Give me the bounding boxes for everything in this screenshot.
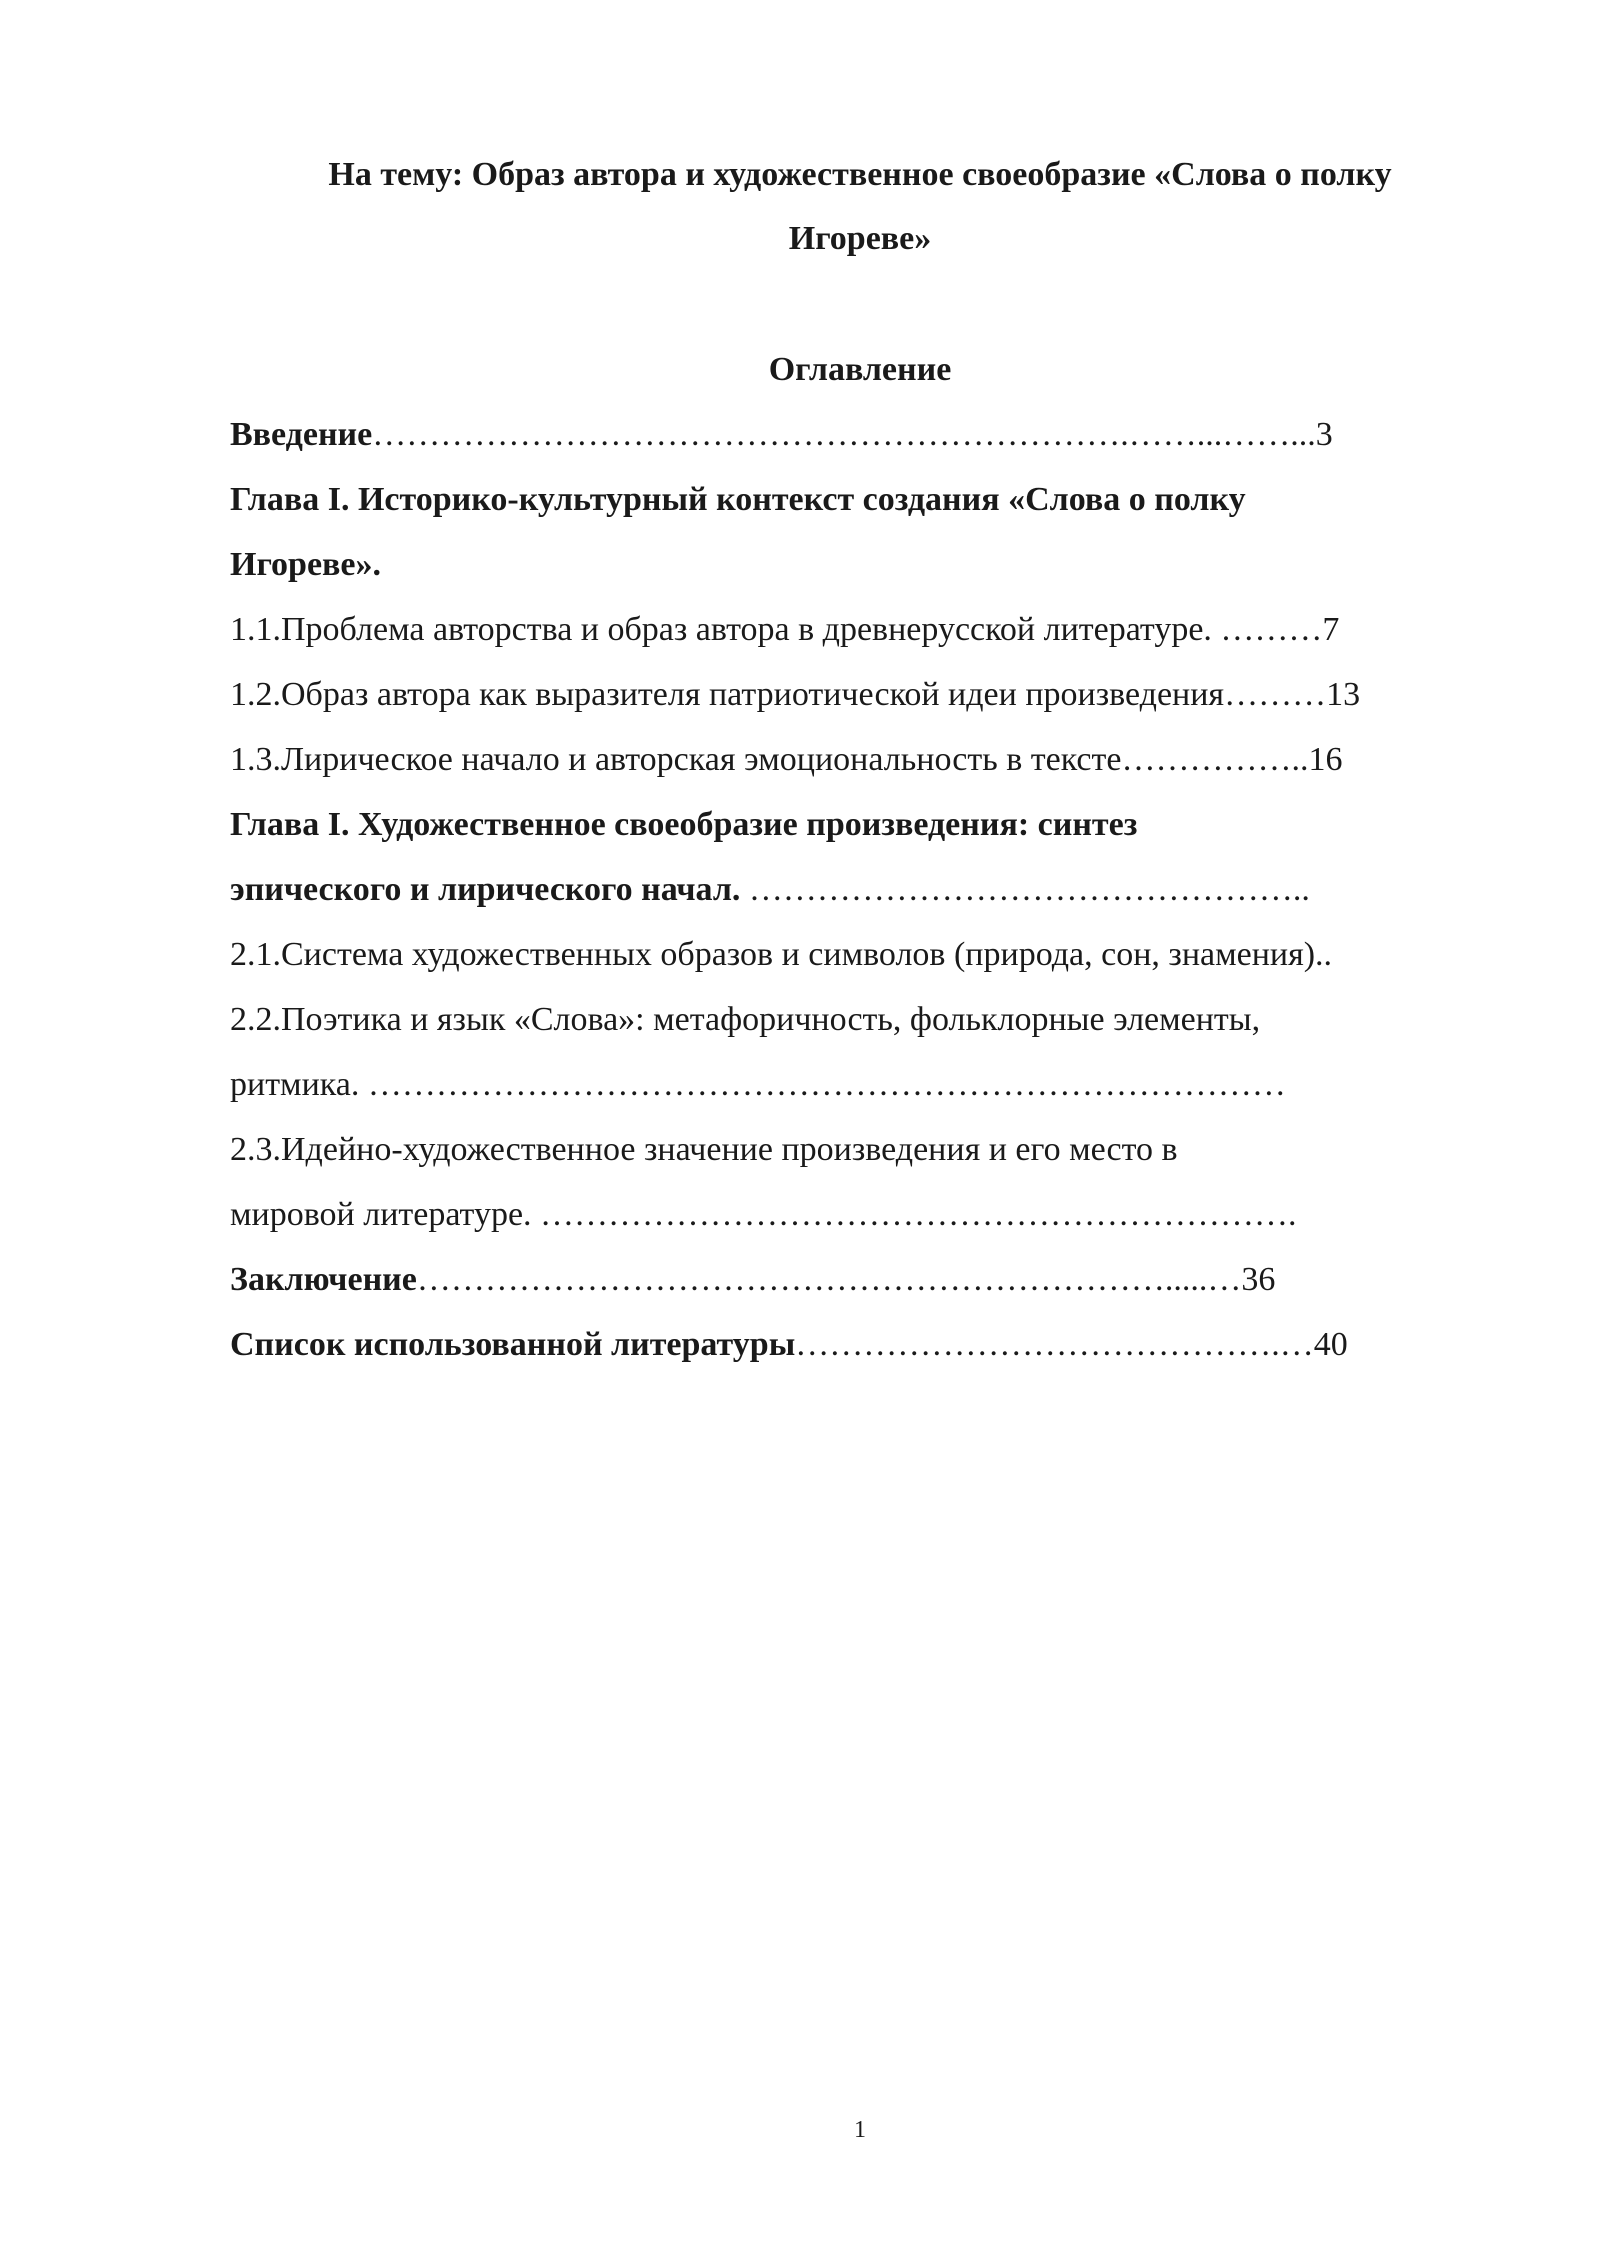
toc-entry-references (230, 1328, 1348, 1362)
toc-entry-title: Заключение (230, 1261, 417, 1298)
toc-chapter-title: Глава I. Историко-культурный контекст создания «Слова о полку (230, 481, 1246, 518)
toc-entry-2-2-line-2: ритмика. ……………………………………………………………………… (230, 1066, 1286, 1103)
toc-chapter-title: Глава I. Художественное своеобразие произведения: синтез (230, 806, 1138, 843)
toc-chapter-1-line-2 (230, 548, 381, 582)
toc-entry-1-1: 1.1.Проблема авторства и образ автора в древнерусской литературе. ………7 (230, 611, 1340, 648)
toc-entry-leader: ………………………………………………………….....…36 (416, 1261, 1276, 1298)
toc-entry-2-3-line-1: 2.3.Идейно-художественное значение произведения и его место в (230, 1131, 1178, 1168)
toc-entry-introduction (230, 418, 1333, 452)
toc-entry-title: Введение (230, 416, 373, 453)
toc-entry-title: Список использованной литературы (230, 1326, 796, 1363)
toc-entry-leader: ………………………………………….. (740, 871, 1310, 908)
toc-chapter-title: Игореве». (230, 546, 381, 583)
toc-entry-1-2: 1.2.Образ автора как выразителя патриотической идеи произведения………13 (230, 676, 1361, 713)
toc-chapter-1-line-1 (230, 483, 1246, 517)
toc-chapter-2-line-2 (230, 873, 1310, 907)
page-number: 1 (854, 2117, 866, 2143)
toc-chapter-2-line-1 (230, 808, 1137, 842)
toc-entry-2-1: 2.1.Система художественных образов и символов (природа, сон, знамения).. (230, 936, 1333, 973)
toc-entry-2-3-line-2: мировой литературе. …………………………………………………………. (230, 1196, 1297, 1233)
toc-entry-conclusion (230, 1263, 1275, 1297)
document-title-line-1: На тему: Образ автора и художественное своеобразие «Слова о полку (328, 156, 1392, 193)
document-title-line-2: Игореве» (788, 220, 932, 257)
toc-chapter-title: эпического и лирического начал. (230, 871, 741, 908)
toc-entry-leader: …………………………………….…40 (795, 1326, 1348, 1363)
toc-entry-leader: ………………………………………………………….……...……...3 (372, 416, 1333, 453)
toc-heading: Оглавление (768, 351, 952, 388)
toc-entry-1-3: 1.3.Лирическое начало и авторская эмоциональность в тексте……………..16 (230, 741, 1343, 778)
toc-entry-2-2-line-1: 2.2.Поэтика и язык «Слова»: метафоричность, фольклорные элементы, (230, 1001, 1261, 1038)
